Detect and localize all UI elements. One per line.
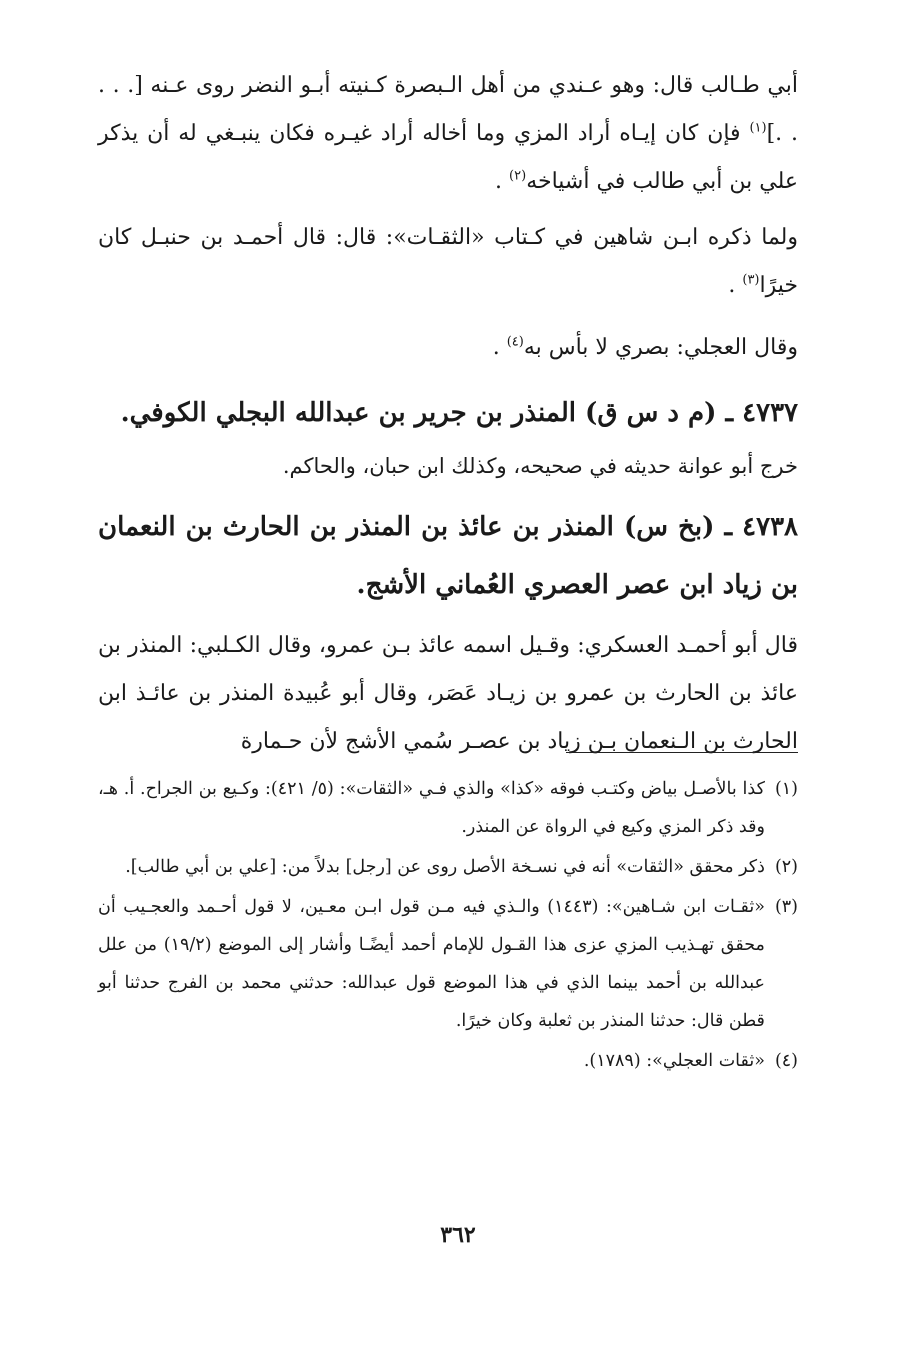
footnote-ref-4: (٤) bbox=[506, 334, 524, 350]
paragraph-2 bbox=[98, 214, 798, 310]
entry-heading-4738: ٤٧٣٨ ـ (بخ س) المنذر بن عائذ بن المنذر بن الحارث بن النعمان بن زياد ابن عصر العصري العُماني الأشج. bbox=[98, 512, 798, 600]
entry-text-4737: خرج أبو عوانة حديثه في صحيحه، وكذلك ابن حبان، والحاكم. bbox=[282, 454, 798, 478]
footnote-text: «ثقات العجلي»: (١٧٨٩). bbox=[583, 1051, 765, 1071]
paragraph-2-end: . bbox=[728, 273, 743, 298]
entry-text-4738: قال أبو أحمـد العسكري: وقـيل اسمه عائذ بـن عمرو، وقال الكـلبي: المنذر بن عائذ بن الحارث بن عمرو بن زيـاد عَصَر، وقال أبو عُبيدة المنذر بن عائـذ ابن الحارث بن الـنعمان بـن زياد بن عصـر سُمي الأشج لأن حـمارة bbox=[98, 633, 798, 754]
footnote-number: (١) bbox=[774, 779, 798, 799]
paragraph-3 bbox=[98, 324, 798, 372]
footnote-ref-2: (٢) bbox=[509, 168, 527, 184]
footnote-number: (٣) bbox=[774, 897, 798, 917]
footnote-text: كذا بالأصـل بياض وكتـب فوقه «كذا» والذي فـي «الثقات»: (٥/ ٤٢١): وكـيع بن الجراح. أ. هـ، وقد ذكر المزي وكيع في الرواة عن المنذر. bbox=[98, 779, 765, 837]
footnote-divider bbox=[566, 752, 798, 753]
paragraph-2-text: ولما ذكره ابـن شاهين في كـتاب «الثقـات»: قال: قال أحمـد بن حنبـل كان خيرًا bbox=[98, 225, 798, 298]
footnotes bbox=[98, 770, 798, 1082]
paragraph-1-text-a: أبي طـالب قال: وهو عـندي من أهل الـبصرة كـنيته أبـو النضر روى عـنه [. . . . .] bbox=[98, 73, 799, 146]
paragraph-1-end: . bbox=[495, 169, 510, 194]
footnote-number: (٤) bbox=[774, 1051, 798, 1071]
footnote-4 bbox=[98, 1042, 798, 1080]
footnote-2 bbox=[98, 848, 798, 886]
footnote-text: «ثقـات ابن شـاهين»: (١٤٤٣) والـذي فيه مـن قول ابـن معـين، لا قول أحـمد والعجـيب أن محقق تهـذيب المزي عزى هذا القـول للإمام أحمد أيضًـا وأشار إلى الموضع (١٩/٢) من علل عبدالله بن أحمد بينما الذي في هذا الموضع قول عبدالله: حدثني محمد بن الفرج حدثنا أبو قطن قال: حدثنا المنذر بن ثعلبة وكان خيرًا. bbox=[98, 897, 765, 1031]
footnote-text: ذكر محقق «الثقات» أنه في نسـخة الأصل روى عن [رجل] بدلاً من: [علي بن أبي طالب]. bbox=[125, 857, 765, 877]
paragraph-3-end: . bbox=[492, 335, 507, 360]
paragraph-1 bbox=[98, 62, 798, 206]
footnote-ref-3: (٣) bbox=[742, 272, 760, 288]
footnote-ref-1: (١) bbox=[749, 120, 767, 136]
main-text bbox=[98, 62, 798, 766]
paragraph-1-text-b: فإن كان إيـاه أراد المزي وما أخاله أراد غيـره فكان ينبـغي له أن يذكر علي بن أبي طالب في أشياخه bbox=[98, 121, 798, 194]
paragraph-3-text: وقال العجلي: بصري لا بأس به bbox=[523, 335, 798, 360]
footnote-3 bbox=[98, 888, 798, 1040]
page-number: ٣٦٢ bbox=[440, 1222, 476, 1248]
footnote-1 bbox=[98, 770, 798, 846]
entry-heading-4737: ٤٧٣٧ ـ (م د س ق) المنذر بن جرير بن عبدالله البجلي الكوفي. bbox=[120, 398, 798, 428]
footnote-number: (٢) bbox=[774, 857, 798, 877]
